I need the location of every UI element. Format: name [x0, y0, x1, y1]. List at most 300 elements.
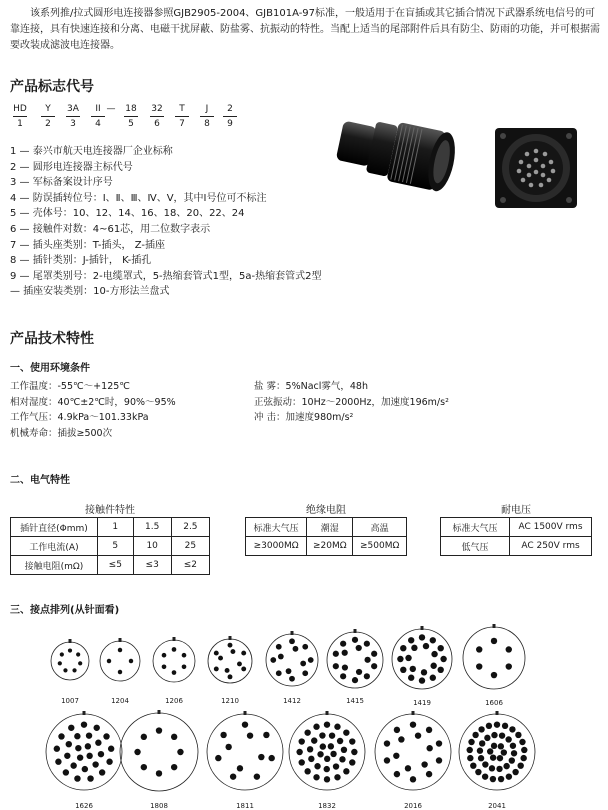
- pin-contact: [489, 765, 495, 771]
- pin-contact: [337, 738, 343, 744]
- pin-contact: [352, 677, 358, 683]
- pin-contact: [486, 723, 492, 729]
- pin-contact: [498, 743, 504, 749]
- contact-table: [10, 517, 210, 575]
- pin-contact: [352, 637, 358, 643]
- pin-contact: [214, 666, 219, 671]
- pin-layout-2016: [371, 710, 455, 794]
- pin-contact: [86, 732, 92, 738]
- pin-contact: [324, 721, 330, 727]
- pin-title: 三、接点排列(从针面看): [10, 605, 120, 616]
- pin-layout-1808: [116, 709, 202, 795]
- code-6: 32: [151, 104, 163, 114]
- pin-contact: [405, 655, 411, 661]
- env-item: 冲 击：加速度980m/s²: [254, 412, 354, 423]
- pin-contact: [476, 663, 482, 669]
- pin-contact: [410, 666, 416, 672]
- pin-contact: [74, 775, 80, 781]
- env-left: [10, 379, 176, 441]
- num-8: 8: [204, 119, 210, 129]
- pin-contact: [333, 651, 339, 657]
- pin-contact: [506, 646, 512, 652]
- pin-contact: [334, 724, 340, 730]
- pin-contact: [490, 754, 496, 760]
- pin-layout-label: 1206: [165, 697, 183, 705]
- pin-contact: [242, 721, 248, 727]
- pin-contact: [506, 663, 512, 669]
- pin-contact: [156, 727, 162, 733]
- pin-contact: [436, 757, 442, 763]
- pin-contact: [482, 773, 488, 779]
- pin-contact: [384, 757, 390, 763]
- insulation-caption: 绝缘电阻: [306, 505, 346, 516]
- pin-layout-label: 1204: [111, 697, 129, 705]
- pin-contact: [324, 766, 330, 772]
- pin-contact: [286, 668, 292, 674]
- pin-contact: [64, 753, 70, 759]
- env-item: 工作温度：-55℃～+125℃: [10, 381, 130, 392]
- pin-layout-label: 1606: [485, 699, 503, 707]
- pin-contact: [141, 764, 147, 770]
- pin-contact: [342, 664, 348, 670]
- pin-contact: [408, 675, 414, 681]
- code-5: 18: [125, 104, 137, 114]
- pin-contact: [289, 676, 295, 682]
- pin-contact: [304, 768, 310, 774]
- pin-contact: [228, 643, 233, 648]
- num-5: 5: [128, 119, 134, 129]
- pin-contact: [299, 759, 305, 765]
- pin-contact: [333, 663, 339, 669]
- pin-contact: [509, 757, 515, 763]
- pin-contact: [384, 740, 390, 746]
- pin-layout-1007: [47, 638, 93, 684]
- table-cell: ≥3000MΩ: [246, 537, 307, 556]
- pin-contact: [254, 773, 260, 779]
- legend-item: 9 — 尾罩类别号：2-电缆罩式，5-热缩套管式1型，5a-热缩套管式2型: [10, 270, 322, 282]
- pin-contact: [343, 729, 349, 735]
- pin-contact: [341, 747, 347, 753]
- pin-contact: [214, 651, 219, 656]
- table-cell: ≤3: [133, 556, 171, 575]
- num-3: 3: [70, 119, 76, 129]
- env-item: 正弦振动：10Hz～2000Hz，加速度196m/s²: [254, 396, 449, 408]
- pin-layout-1206: [149, 636, 199, 686]
- pin-contact: [81, 721, 87, 727]
- pin-contact: [293, 646, 299, 652]
- pin-contact: [410, 776, 416, 782]
- pin-layout-label: 2016: [404, 802, 422, 810]
- env-title: 一、使用环境条件: [10, 363, 90, 374]
- pin-layout-1210: [204, 635, 256, 687]
- pin-contact: [215, 755, 221, 761]
- pin-contact: [423, 643, 429, 649]
- pin-contact: [218, 656, 223, 661]
- pin-contact: [302, 670, 308, 676]
- pin-contact: [506, 773, 512, 779]
- pin-contact: [502, 723, 508, 729]
- pin-contact: [247, 732, 253, 738]
- pin-contact: [296, 749, 302, 755]
- pin-contact: [501, 749, 507, 755]
- pin-contact: [431, 651, 437, 657]
- marking-legend: [10, 144, 321, 300]
- pin-layout-1204: [96, 637, 144, 685]
- pin-contact: [58, 733, 64, 739]
- pin-contact: [107, 659, 111, 663]
- pin-contact: [225, 744, 231, 750]
- pin-contact: [512, 769, 518, 775]
- pin-contact: [371, 651, 377, 657]
- pin-contact: [72, 668, 76, 672]
- pin-contact: [66, 741, 72, 747]
- pin-contact: [415, 732, 421, 738]
- pin-contact: [304, 729, 310, 735]
- pin-contact: [68, 648, 72, 652]
- pin-contact: [63, 668, 67, 672]
- pin-contact: [470, 762, 476, 768]
- pin-contact: [237, 661, 242, 666]
- pin-contact: [289, 638, 295, 644]
- pin-layout-1415: [323, 628, 387, 692]
- pin-contact: [118, 648, 122, 652]
- pin-contact: [241, 651, 246, 656]
- receptacle-photo: [493, 126, 579, 210]
- code-7: T: [179, 104, 185, 114]
- pin-contact: [467, 747, 473, 753]
- insulation-table: [245, 517, 407, 556]
- pin-contact: [162, 653, 167, 658]
- pin-layout-1811: [203, 710, 287, 794]
- table-cell: 25: [171, 537, 209, 556]
- pin-contact: [491, 732, 497, 738]
- pin-contact: [329, 732, 335, 738]
- pin-contact: [468, 739, 474, 745]
- pin-layout-label: 1007: [61, 697, 79, 705]
- legend-item: 6 — 接触件对数：4~61芯，用二位数字表示: [10, 223, 211, 235]
- pin-layout-label: 1832: [318, 802, 336, 810]
- pin-contact: [108, 746, 114, 752]
- intro-paragraph: 该系列推/拉式圆形电连接器参照GJB2905-2004、GJB101A-97标准，一般适用于在盲插或其它插合情况下武器系统电信号的可靠连接，具有快速连接和分离、电磁干扰屏蔽、防盐雾、抗振动的特性。当配上适当的尾部附件后具有防尘、防雨的功能，并可根据需要改装成滤波电连接器。: [10, 8, 600, 51]
- env-item: 盐 雾：5%Nacl雾气，48h: [254, 381, 368, 392]
- pin-contact: [397, 656, 403, 662]
- table-cell: 5: [98, 537, 134, 556]
- pin-layout-label: 1415: [346, 697, 364, 705]
- pin-contact: [77, 754, 83, 760]
- pin-contact: [426, 745, 432, 751]
- pin-contact: [225, 668, 230, 673]
- pin-contact: [408, 637, 414, 643]
- legend-item: 3 — 军标备案设计序号: [10, 177, 113, 189]
- pin-layout-1832: [285, 710, 369, 794]
- pin-contact: [340, 673, 346, 679]
- pin-contact: [85, 743, 91, 749]
- table-cell: 标准大气压: [246, 518, 307, 537]
- pin-contact: [324, 756, 330, 762]
- pin-contact: [491, 672, 497, 678]
- pin-contact: [94, 725, 100, 731]
- pin-contact: [371, 663, 377, 669]
- pin-contact: [364, 673, 370, 679]
- pin-contact: [497, 755, 503, 761]
- pin-contact: [491, 743, 497, 749]
- pin-contact: [313, 724, 319, 730]
- pin-contact: [63, 769, 69, 775]
- pin-contact: [475, 769, 481, 775]
- table-cell: ≤5: [98, 556, 134, 575]
- table-cell: 标准大气压: [441, 518, 510, 537]
- pin-contact: [490, 776, 496, 782]
- pin-contact: [334, 774, 340, 780]
- pin-contact: [106, 759, 112, 765]
- pin-contact: [393, 753, 399, 759]
- pin-contact: [400, 645, 406, 651]
- pin-contact: [319, 732, 325, 738]
- table-cell: 插针直径(Φmm): [11, 518, 98, 537]
- num-1: 1: [17, 119, 23, 129]
- pin-contact: [436, 740, 442, 746]
- pin-contact: [182, 653, 187, 658]
- pin-contact: [520, 755, 526, 761]
- legend-item: 5 — 壳体号：10、12、14、16、18、20、22、24: [10, 208, 245, 220]
- pin-contact: [494, 721, 500, 727]
- code-2: Y: [45, 104, 51, 114]
- pin-contact: [230, 649, 235, 654]
- pin-contact: [134, 749, 140, 755]
- num-6: 6: [154, 119, 160, 129]
- pin-contact: [430, 663, 436, 669]
- pin-contact: [311, 737, 317, 743]
- pin-layout-label: 1210: [221, 697, 239, 705]
- pin-contact: [237, 765, 243, 771]
- pin-contact: [313, 774, 319, 780]
- env-right: [254, 379, 449, 426]
- pin-contact: [364, 641, 370, 647]
- pin-contact: [491, 638, 497, 644]
- pin-contact: [268, 755, 274, 761]
- pin-contact: [172, 670, 177, 675]
- pin-layout-1626: [42, 710, 126, 794]
- pin-contact: [76, 652, 80, 656]
- pin-contact: [103, 733, 109, 739]
- pin-contact: [479, 740, 485, 746]
- pin-contact: [505, 736, 511, 742]
- marking-title: 产品标志代号: [10, 79, 94, 95]
- table-row: [11, 556, 210, 575]
- pin-contact: [58, 661, 62, 665]
- pin-contact: [78, 661, 82, 665]
- pin-contact: [302, 644, 308, 650]
- pin-contact: [68, 725, 74, 731]
- env-item: 工作气压：4.9kPa～101.33kPa: [10, 412, 149, 423]
- pin-contact: [74, 733, 80, 739]
- pin-contact: [98, 751, 104, 757]
- pin-contact: [82, 766, 88, 772]
- pin-contact: [438, 667, 444, 673]
- pin-contact: [411, 645, 417, 651]
- legend-item: 8 — 插针类别：J-插针， K-插孔: [10, 255, 152, 267]
- table-cell: ≤2: [171, 556, 209, 575]
- pin-contact: [496, 766, 502, 772]
- pin-contact: [487, 748, 493, 754]
- pin-contact: [478, 755, 484, 761]
- pin-contact: [278, 654, 284, 660]
- pin-contact: [129, 659, 133, 663]
- voltage-caption: 耐电压: [501, 505, 531, 516]
- pin-contact: [476, 646, 482, 652]
- pin-contact: [118, 670, 122, 674]
- pin-layout-label: 1419: [413, 699, 431, 707]
- pin-contact: [510, 743, 516, 749]
- pin-contact: [343, 768, 349, 774]
- pin-contact: [276, 644, 282, 650]
- pin-contact: [351, 749, 357, 755]
- pin-contact: [307, 746, 313, 752]
- pin-contact: [324, 776, 330, 782]
- pin-layout-label: 1626: [75, 802, 93, 810]
- voltage-table: [440, 517, 592, 556]
- table-cell: 接触电阻(mΩ): [11, 556, 98, 575]
- table-cell: 1: [98, 518, 134, 537]
- pin-contact: [517, 762, 523, 768]
- pin-contact: [60, 652, 64, 656]
- pin-contact: [426, 727, 432, 733]
- pin-contact: [478, 726, 484, 732]
- pin-layout-1606: [459, 623, 529, 693]
- pin-contact: [177, 749, 183, 755]
- table-cell: 潮湿: [307, 518, 353, 537]
- pin-contact: [99, 769, 105, 775]
- pin-contact: [467, 755, 473, 761]
- pin-contact: [515, 732, 521, 738]
- pin-contact: [314, 763, 320, 769]
- table-row: [441, 518, 592, 537]
- table-cell: 10: [133, 537, 171, 556]
- pin-contact: [421, 761, 427, 767]
- pin-contact: [477, 748, 483, 754]
- pin-contact: [503, 763, 509, 769]
- code-underlines: [10, 116, 230, 117]
- code-9: 2: [227, 104, 233, 114]
- pin-layout-2041: [455, 710, 539, 794]
- table-cell: 1.5: [133, 518, 171, 537]
- env-item: 相对湿度：40℃±2℃时，90%～95%: [10, 396, 176, 408]
- table-cell: ≥20MΩ: [307, 537, 353, 556]
- pin-contact: [339, 756, 345, 762]
- pin-contact: [419, 677, 425, 683]
- pin-layout-label: 2041: [488, 802, 506, 810]
- pin-contact: [421, 669, 427, 675]
- pin-contact: [92, 761, 98, 767]
- pin-contact: [340, 641, 346, 647]
- pin-contact: [54, 746, 60, 752]
- pin-contact: [394, 727, 400, 733]
- pin-contact: [438, 645, 444, 651]
- plug-photo: [330, 110, 480, 202]
- pin-contact: [55, 759, 61, 765]
- pin-contact: [400, 667, 406, 673]
- elec-title: 二、电气特性: [10, 475, 70, 486]
- pin-contact: [156, 770, 162, 776]
- legend-item: 1 — 泰兴市航天电连接器厂企业标称: [10, 146, 173, 157]
- code-4: II: [95, 104, 101, 114]
- table-row: [246, 537, 407, 556]
- pin-contact: [333, 763, 339, 769]
- pin-contact: [472, 732, 478, 738]
- pin-contact: [308, 756, 314, 762]
- pin-contact: [162, 664, 167, 669]
- contact-caption: 接触件特性: [85, 505, 135, 516]
- pin-contact: [398, 736, 404, 742]
- pin-contact: [484, 735, 490, 741]
- pin-contact: [300, 661, 306, 667]
- pin-contact: [317, 751, 323, 757]
- pin-contact: [511, 750, 517, 756]
- code-1: HD: [13, 104, 27, 114]
- pin-contact: [270, 657, 276, 663]
- table-cell: ≥500MΩ: [353, 537, 407, 556]
- pin-layout-label: 1412: [283, 697, 301, 705]
- legend-item: 7 — 插头座类别：T-插头， Z-插座: [10, 239, 165, 251]
- table-cell: AC 1500V rms: [510, 518, 592, 537]
- pin-contact: [356, 645, 362, 651]
- pin-contact: [349, 738, 355, 744]
- pin-contact: [308, 657, 314, 663]
- pin-contact: [342, 650, 348, 656]
- table-cell: 高温: [353, 518, 407, 537]
- pin-contact: [228, 674, 233, 679]
- table-row: [11, 537, 210, 556]
- pin-contact: [349, 759, 355, 765]
- pin-contact: [276, 670, 282, 676]
- pin-contact: [86, 753, 92, 759]
- table-cell: 2.5: [171, 518, 209, 537]
- pin-layout-label: 1808: [150, 802, 168, 810]
- pin-contact: [95, 740, 101, 746]
- tech-title: 产品技术特性: [10, 331, 94, 347]
- pin-layout-label: 1811: [236, 802, 254, 810]
- pin-contact: [241, 666, 246, 671]
- pin-layout-1419: [388, 625, 456, 693]
- legend-item: — 插座安装类别：10-方形法兰盘式: [10, 286, 170, 298]
- pin-contact: [430, 675, 436, 681]
- pin-contact: [172, 647, 177, 652]
- num-4: 4: [95, 119, 101, 129]
- pin-contact: [394, 771, 400, 777]
- pin-contact: [440, 656, 446, 662]
- pin-contact: [364, 657, 370, 663]
- pin-contact: [220, 732, 226, 738]
- pin-layout-1412: [262, 630, 322, 690]
- table-cell: 低气压: [441, 537, 510, 556]
- table-row: [11, 518, 210, 537]
- pin-contact: [410, 721, 416, 727]
- num-7: 7: [179, 119, 185, 129]
- pin-contact: [320, 743, 326, 749]
- pin-contact: [70, 762, 76, 768]
- pin-contact: [330, 751, 336, 757]
- legend-item: 4 — 防误插转位号：Ⅰ、Ⅱ、Ⅲ、Ⅳ、Ⅴ，其中Ⅰ号位可不标注: [10, 192, 267, 204]
- pin-contact: [171, 764, 177, 770]
- pin-contact: [263, 732, 269, 738]
- pin-contact: [182, 664, 187, 669]
- code-dash: —: [106, 104, 116, 114]
- pin-contact: [230, 773, 236, 779]
- pin-contact: [405, 765, 411, 771]
- table-row: [441, 537, 592, 556]
- pin-contact: [482, 761, 488, 767]
- pin-contact: [498, 776, 504, 782]
